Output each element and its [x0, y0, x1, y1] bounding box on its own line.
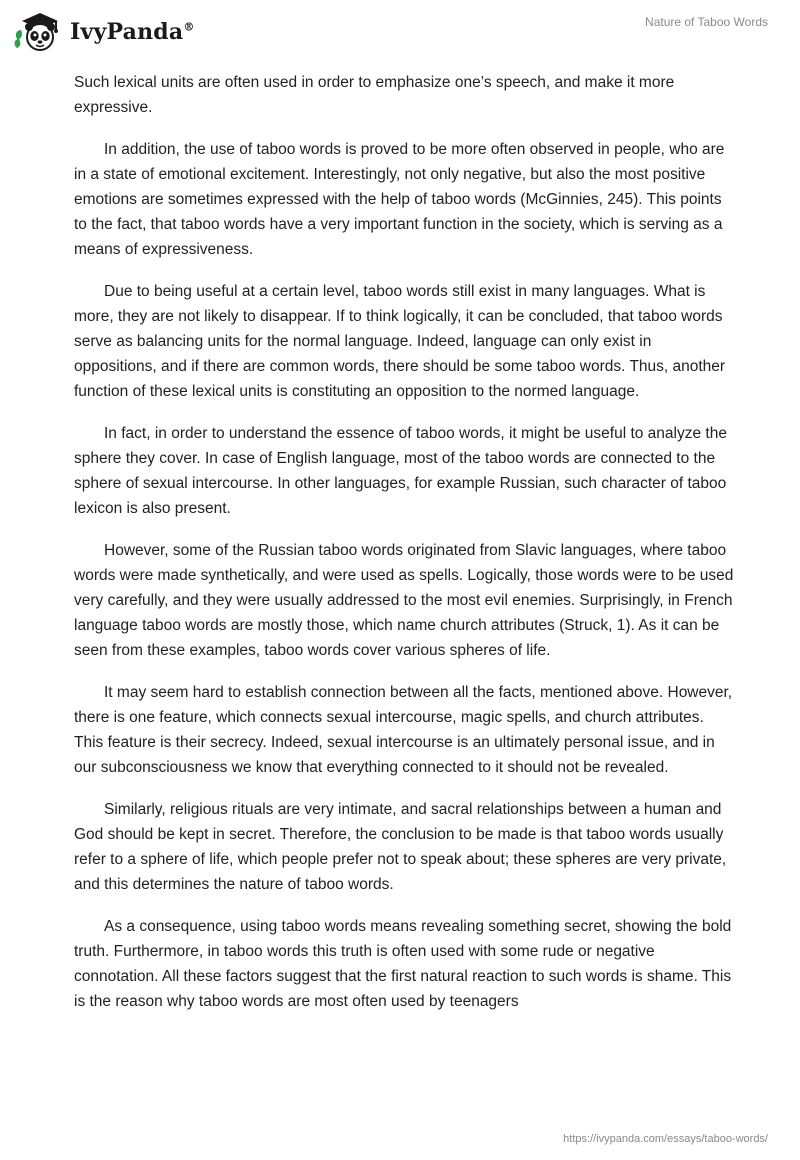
brand-name-text: IvyPanda	[70, 19, 184, 45]
paragraph-8: As a consequence, using taboo words means revealing something secret, showing the bold truth. Furthermore, in taboo words this truth is often used with some rude or negative connotation. All these factors suggest that the first natural reaction to such words is shame. This is the reason why taboo words are most often used by teenagers	[74, 918, 732, 1010]
paragraph-1: Such lexical units are often used in order to emphasize one’s speech, and make it more expressive.	[74, 74, 675, 116]
document-title: Nature of Taboo Words	[645, 15, 768, 29]
ivypanda-logo[interactable]	[14, 10, 195, 54]
essay-body	[74, 70, 734, 1031]
paragraph-6: It may seem hard to establish connection between all the facts, mentioned above. However, there is one feature, which connects sexual intercourse, magic spells, and church attributes. This feature is their secrecy. Indeed, sexual intercourse is an ultimately personal issue, and in our subconsciousness we know that everything connected to it should not be revealed.	[74, 684, 733, 776]
paragraph-2: In addition, the use of taboo words is proved to be more often observed in people, who are in a state of emotional excitement. Interestingly, not only negative, but also the most positive emotions are sometimes expressed with the help of taboo words (McGinnies, 245). This points to the fact, that taboo words have a very important function in the society, which is serving as a means of expressiveness.	[74, 141, 725, 258]
paragraph-5: However, some of the Russian taboo words originated from Slavic languages, where taboo words were made synthetically, and were used as spells. Logically, those words were to be used very carefully, and they were usually addressed to the most evil enemies. Surprisingly, in French language taboo words are mostly those, which name church attributes (Struck, 1). As it can be seen from these examples, taboo words cover various spheres of life.	[74, 542, 734, 659]
paragraph-7: Similarly, religious rituals are very intimate, and sacral relationships between a human and God should be kept in secret. Therefore, the conclusion to be made is that taboo words usually refer to a sphere of life, which people prefer not to speak about; these spheres are very private, and this determines the nature of taboo words.	[74, 801, 727, 893]
registered-mark: ®	[183, 20, 195, 34]
paragraph-4: In fact, in order to understand the essence of taboo words, it might be useful to analyze the sphere they cover. In case of English language, most of the taboo words are connected to the sphere of sexual intercourse. In other languages, for example Russian, such character of taboo lexicon is also present.	[74, 425, 727, 517]
paragraph-3: Due to being useful at a certain level, taboo words still exist in many languages. What is more, they are not likely to disappear. If to think logically, it can be concluded, that taboo words serve as balancing units for the normal language. Indeed, language can only exist in oppositions, and if there are common words, there should be some taboo words. Thus, another function of these lexical units is constituting an opposition to the normed language.	[74, 283, 726, 400]
brand-name	[70, 19, 195, 45]
source-url-link[interactable]: https://ivypanda.com/essays/taboo-words/	[563, 1133, 768, 1145]
panda-logo-icon	[14, 10, 62, 54]
page-header	[0, 0, 800, 60]
